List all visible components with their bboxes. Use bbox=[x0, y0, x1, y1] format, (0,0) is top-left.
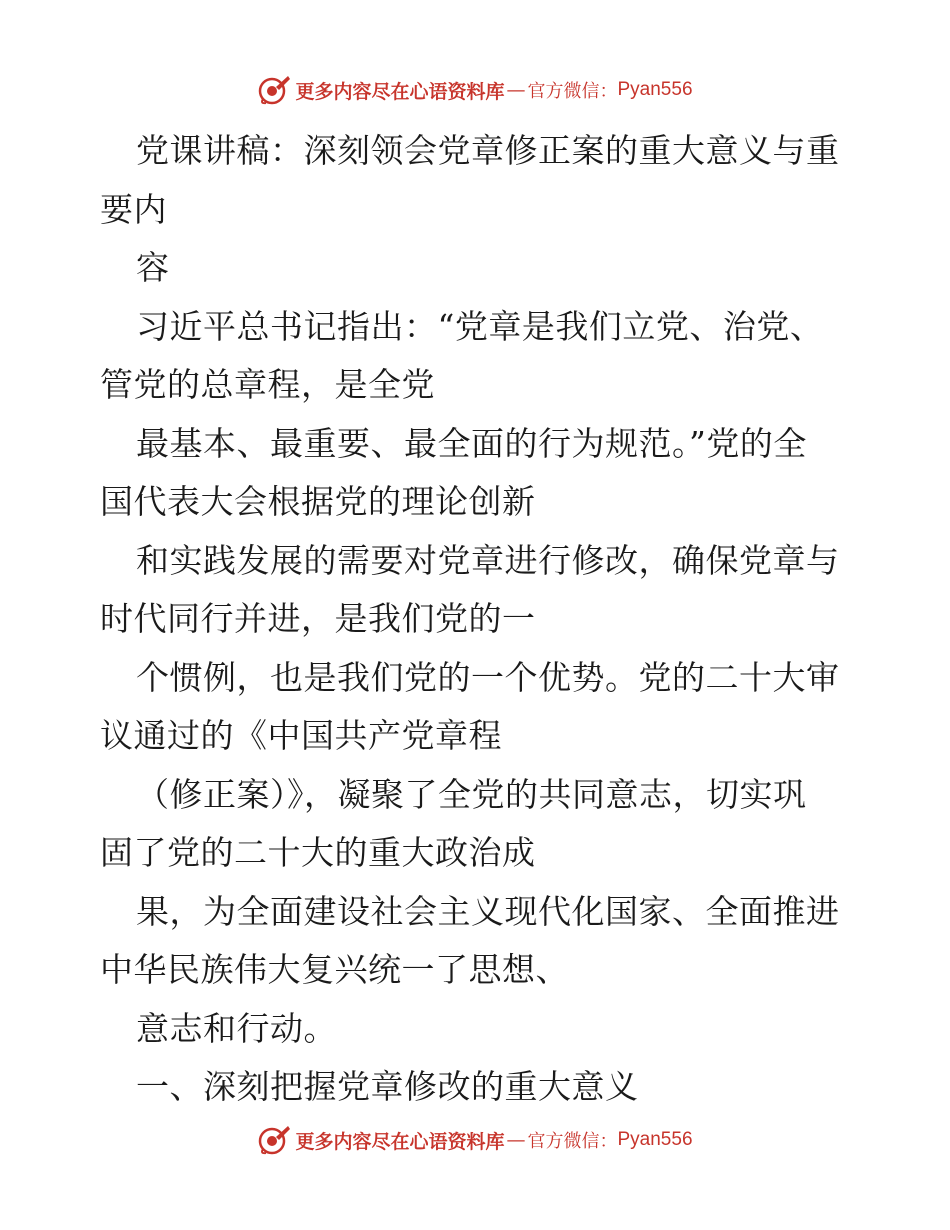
doc-line: 一、深刻把握党章修改的重大意义 bbox=[136, 1067, 639, 1106]
doc-line: 要内 bbox=[100, 189, 167, 229]
banner-brand-text: 更多内容尽在心语资料库 bbox=[295, 80, 505, 103]
banner-wechat-id: Pyan556 bbox=[617, 1129, 693, 1150]
doc-line: 习近平总书记指出：“党章是我们立党、治党、 bbox=[136, 306, 824, 346]
banner-wechat-label: 官方微信： bbox=[527, 1131, 618, 1152]
doc-line: 中华民族伟大复兴统一了思想、 bbox=[100, 950, 569, 989]
doc-line: 党课讲稿：深刻领会党章修正案的重大意义与重 bbox=[136, 131, 840, 170]
document-body bbox=[100, 122, 860, 1117]
doc-line: 固了党的二十大的重大政治成 bbox=[100, 833, 536, 872]
header-banner bbox=[0, 70, 950, 110]
banner-separator: — bbox=[506, 1129, 526, 1151]
doc-line: 议通过的《中国共产党章程 bbox=[100, 716, 502, 755]
banner-brand-text: 更多内容尽在心语资料库 bbox=[295, 1130, 505, 1153]
banner-wechat-label: 官方微信： bbox=[527, 81, 618, 102]
doc-line: 管党的总章程，是全党 bbox=[100, 365, 435, 404]
banner-separator: — bbox=[506, 79, 526, 101]
doc-line: 容 bbox=[136, 248, 170, 287]
footer-banner bbox=[0, 1120, 950, 1160]
doc-line: 和实践发展的需要对党章进行修改，确保党章与 bbox=[136, 540, 840, 580]
doc-line: 果，为全面建设社会主义现代化国家、全面推进 bbox=[136, 891, 840, 931]
pen-nib-logo-icon bbox=[257, 1123, 291, 1157]
doc-line: 时代同行并进，是我们党的一 bbox=[100, 599, 536, 638]
doc-line: （修正案）》，凝聚了全党的共同意志，切实巩 bbox=[136, 774, 807, 814]
doc-line: 个惯例，也是我们党的一个优势。党的二十大审 bbox=[136, 657, 840, 697]
doc-line: 最基本、最重要、最全面的行为规范。”党的全 bbox=[136, 423, 807, 463]
doc-line: 国代表大会根据党的理论创新 bbox=[100, 482, 536, 521]
banner-wechat-id: Pyan556 bbox=[617, 79, 693, 100]
doc-line: 意志和行动。 bbox=[136, 1008, 337, 1048]
pen-nib-logo-icon bbox=[257, 73, 291, 107]
